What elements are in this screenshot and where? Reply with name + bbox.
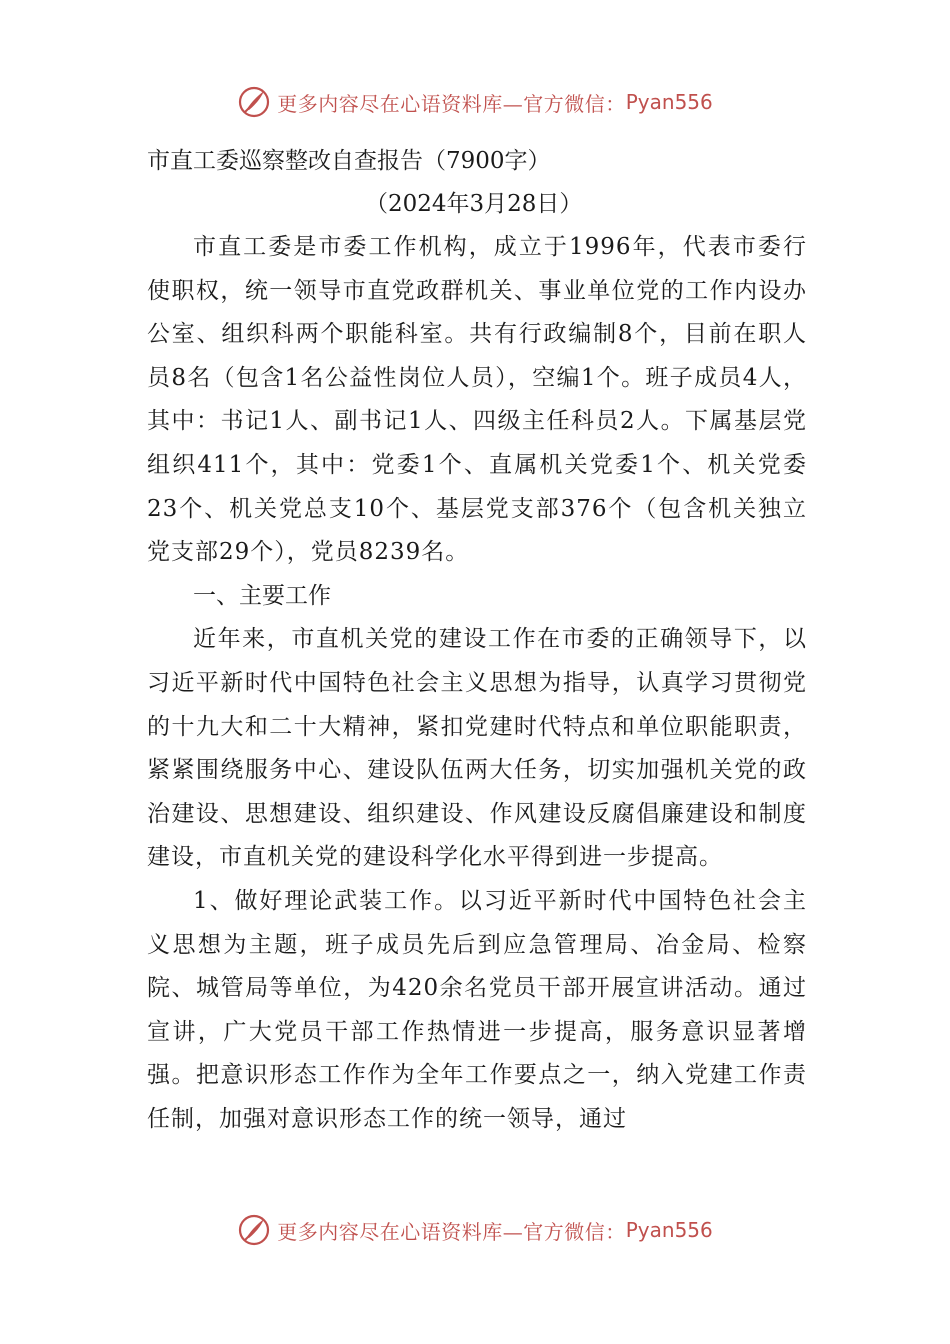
- quill-pen-logo-icon: [237, 1213, 271, 1247]
- document-title: 市直工委巡察整改自查报告（7900字）: [147, 148, 551, 174]
- paragraph-intro: 市直工委是市委工作机构，成立于1996年，代表市委行使职权，统一领导市直党政群机关、事业单位党的工作内设办公室、组织科两个职能科室。共有行政编制8个，目前在职人员8名（包含1名公益性岗位人员），空编1个。班子成员4人，其中：书记1人、副书记1人、四级主任科员2人。下属基层党组织411个，其中：党委1个、直属机关党委1个、机关党委23个、机关党总支10个、基层党支部376个（包含机关独立党支部29个），党员8239名。: [147, 234, 807, 566]
- document-date: （2024年3月28日）: [365, 191, 583, 217]
- quill-pen-logo-icon: [237, 85, 271, 119]
- document-body: [147, 140, 807, 1141]
- watermark-wechat-id: Pyan556: [625, 1218, 713, 1242]
- watermark-wechat-id: Pyan556: [625, 90, 713, 114]
- watermark-footer: [0, 1210, 950, 1250]
- section-heading-main-work: 一、主要工作: [193, 582, 331, 609]
- watermark-text: 更多内容尽在心语资料库—官方微信：: [277, 91, 626, 116]
- watermark-header: [0, 82, 950, 122]
- paragraph-overview: 近年来，市直机关党的建设工作在市委的正确领导下，以习近平新时代中国特色社会主义思想为指导，认真学习贯彻党的十九大和二十大精神，紧扣党建时代特点和单位职能职责，紧紧围绕服务中心、建设队伍两大任务，切实加强机关党的政治建设、思想建设、组织建设、作风建设反腐倡廉建设和制度建设，市直机关党的建设科学化水平得到进一步提高。: [147, 626, 807, 871]
- paragraph-theory: 1、做好理论武装工作。以习近平新时代中国特色社会主义思想为主题，班子成员先后到应急管理局、冶金局、检察院、城管局等单位，为420余名党员干部开展宣讲活动。通过宣讲，广大党员干部工作热情进一步提高，服务意识显著增强。把意识形态工作作为全年工作要点之一，纳入党建工作责任制，加强对意识形态工作的统一领导，通过: [147, 887, 807, 1132]
- watermark-text: 更多内容尽在心语资料库—官方微信：: [277, 1219, 626, 1244]
